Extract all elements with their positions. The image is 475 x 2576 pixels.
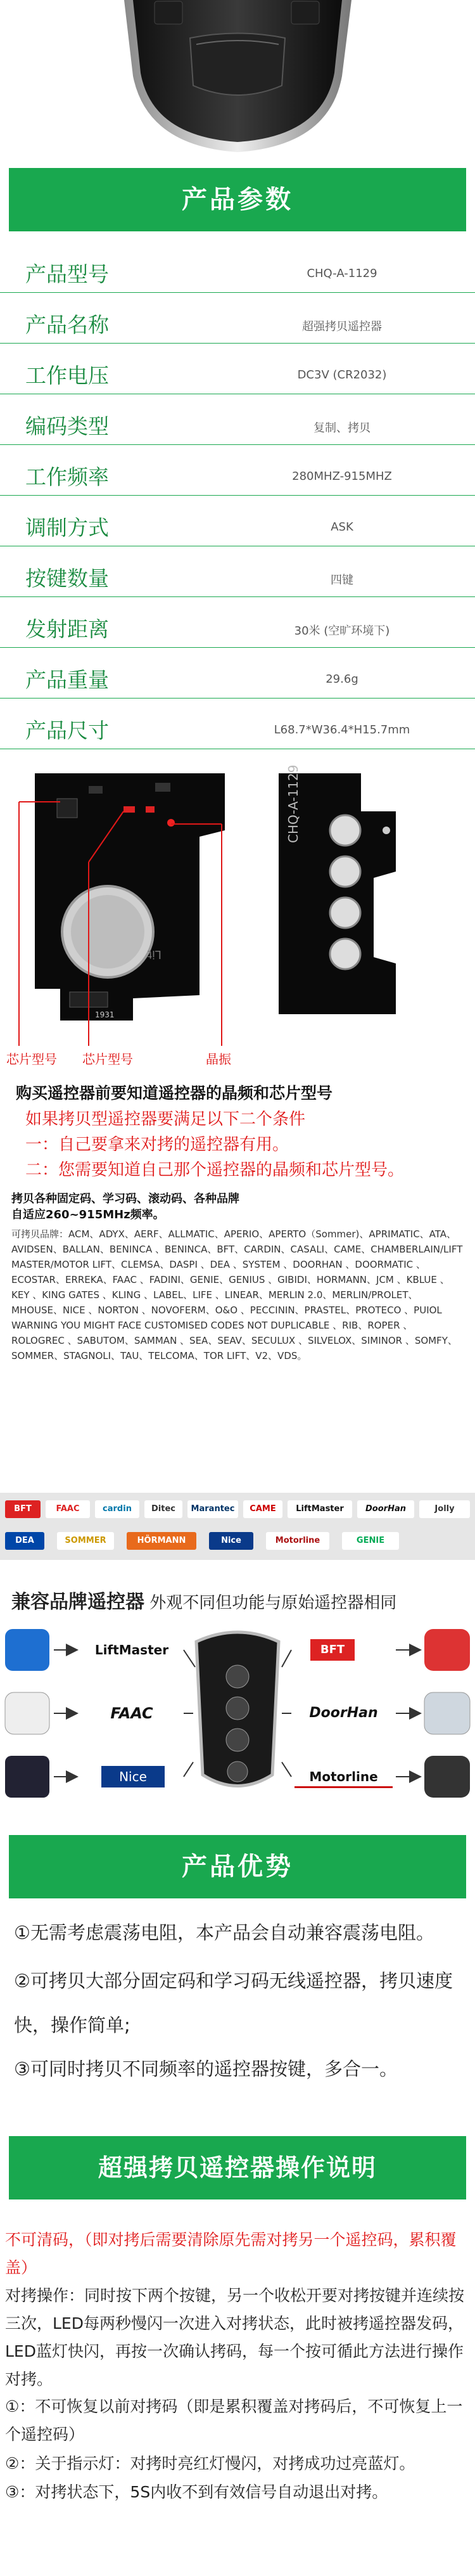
param-label: 调制方式	[25, 515, 109, 540]
chip-label-a: 芯片型号	[6, 1052, 57, 1067]
compat-title-rest: 外观不同但功能与原始遥控器相同	[144, 1594, 397, 1613]
param-value: DC3V (CR2032)	[297, 368, 387, 382]
param-row-weight	[0, 656, 475, 699]
operation-title: 超强拷贝遥控器操作说明	[98, 2154, 377, 2182]
param-row-model	[0, 250, 475, 293]
param-label: 工作频率	[25, 465, 109, 489]
compat-motorline: Motorline	[294, 1767, 393, 1788]
param-value: ASK	[331, 520, 353, 534]
brands-head1: 拷贝各种固定码、学习码、滚动码、各种品牌	[11, 1192, 239, 1206]
brands-list: ACM、ADYX、AERF、ALLMATIC、APERIO、APERTO（Sommer)、APRIMATIC、ATA、AVIDSEN、BALLAN、BENINCA 、BENINCA、BFT、CARDIN、CASALI、CAME、CHAMBERLAIN/LIFT MASTER/MOTOR LIFT、CLEMSA、DASPI 、DEA 、SYSTEM 、DOORHAN 、DOORMATIC 、ECOSTAR、ERREKA、FAAC 、FADINI、GENIE、GENIUS 、GIBIDI、HORMANN、JCM 、KBLUE 、KEY 、KING GATES 、KLING 、LABEL、LIFE 、LINEAR、MERLIN 2.0、MERLIN/PROLET、MHOUSE、NICE 、NORTON 、NOVOFERM、O&O 、PECCININ、PRASTEL、PROTECO 、PUIOL WARNING YOU MIGHT FACE CUSTOMISED CODES NOT DUPLICABLE 、RIB、ROPER 、ROLOGREC 、SABUTOM、SAMMAN 、SEA、SEAV、SECULUX 、SILVELOX、SIMINOR 、SOMFY、SOMMER、STAGNOLI、TAU、TELCOMA、TOR LIFT、V2、VDS。	[11, 1228, 463, 1362]
param-label: 发射距离	[25, 617, 109, 641]
param-value: L68.7*W36.4*H15.7mm	[274, 723, 410, 737]
compat-faac: FAAC	[110, 1704, 153, 1722]
battery-text: Lit	[147, 948, 162, 961]
brands-list-block	[11, 1227, 464, 1363]
param-row-keys	[0, 555, 475, 597]
params-banner	[0, 168, 475, 231]
logo-came: CAME	[243, 1500, 282, 1518]
pcb-silk-text: CHQ-A-1129	[286, 764, 301, 843]
instr-cond2: 二：您需要知道自己那个遥控器的晶频和芯片型号。	[25, 1161, 405, 1180]
logo-marantec: Marantec	[187, 1500, 238, 1518]
brands-list-prefix: 可拷贝品牌：	[11, 1228, 69, 1240]
key-fob-photo	[0, 0, 475, 168]
logo-faac: FAAC	[46, 1500, 90, 1518]
param-row-code-type	[0, 402, 475, 445]
param-row-name	[0, 301, 475, 344]
instr-cond1: 一：自己要拿来对拷的遥控器有用。	[25, 1135, 289, 1154]
logo-genie: GENIE	[342, 1532, 399, 1550]
param-value: 280MHZ-915MHZ	[292, 470, 392, 483]
param-label: 产品型号	[25, 262, 109, 287]
param-label: 产品重量	[25, 667, 109, 692]
operation-warning: 不可清码，（即对拷后需要清除原先需对拷另一个遥控码，累积覆盖）	[5, 2231, 457, 2277]
param-value: 30米 (空旷环境下)	[294, 624, 390, 638]
param-value: 四键	[331, 574, 353, 587]
crystal-label: 晶振	[206, 1052, 231, 1067]
advantages-title: 产品优势	[182, 1852, 293, 1881]
advantage-item-2: ②可拷贝大部分固定码和学习码无线遥控器，拷贝速度快，操作简单;	[14, 1970, 453, 2036]
advantage-item-3: ③可同时拷贝不同频率的遥控器按键，多合一。	[14, 2058, 398, 2080]
brands-head2: 自适应260~915MHz频率。	[11, 1208, 165, 1221]
compat-diagram	[0, 1616, 475, 1813]
param-row-modulation	[0, 504, 475, 546]
param-label: 按键数量	[25, 566, 109, 591]
hero-image	[0, 0, 475, 168]
param-value: 超强拷贝遥控器	[302, 320, 382, 333]
pcb-photo	[0, 748, 475, 1078]
instr-sub: 如果拷贝型遥控器要满足以下二个条件	[25, 1110, 306, 1129]
logo-dea: DEA	[5, 1532, 44, 1550]
logo-liftmaster: LiftMaster	[288, 1500, 352, 1518]
param-row-size	[0, 707, 475, 749]
logo-doorhan: DoorHan	[357, 1500, 414, 1518]
operation-note-1: ①：不可恢复以前对拷码（即是累积覆盖对拷码后，不可恢复上一个遥控码）	[5, 2397, 463, 2444]
param-row-range	[0, 605, 475, 648]
param-label: 产品尺寸	[25, 718, 109, 743]
param-row-voltage	[0, 352, 475, 394]
operation-note-3: ③：对拷状态下，5S内收不到有效信号自动退出对拷。	[5, 2483, 388, 2501]
logo-cardin: cardin	[95, 1500, 139, 1518]
compat-bft: BFT	[310, 1639, 355, 1661]
operation-banner	[0, 2136, 475, 2199]
param-label: 产品名称	[25, 312, 109, 337]
logo-nice: Nice	[209, 1532, 253, 1550]
param-label: 工作电压	[25, 363, 109, 388]
compat-title-bold: 兼容品牌遥控器	[11, 1591, 144, 1613]
operation-note-2: ②：关于指示灯：对拷时亮红灯慢闪，对拷成功过亮蓝灯。	[5, 2454, 415, 2473]
logo-bft: BFT	[5, 1500, 41, 1518]
logo-sommer: SOMMER	[57, 1532, 114, 1550]
advantages-banner	[0, 1835, 475, 1898]
advantage-item-1: ①无需考虑震荡电阻，本产品会自动兼容震荡电阻。	[14, 1922, 434, 1943]
chip-label-b: 芯片型号	[82, 1052, 133, 1067]
param-row-frequency	[0, 453, 475, 496]
compat-title	[11, 1586, 396, 1614]
pcb-illustration	[0, 748, 475, 1065]
instr-headline: 购买遥控器前要知道遥控器的晶频和芯片型号	[16, 1084, 333, 1102]
param-value: 29.6g	[326, 673, 358, 686]
logo-motorline: Motorline	[266, 1532, 329, 1550]
param-value: CHQ-A-1129	[307, 267, 377, 280]
brand-logo-band	[0, 1493, 475, 1560]
param-value: 复制、拷贝	[314, 422, 370, 435]
compat-doorhan: DoorHan	[309, 1705, 378, 1721]
params-title: 产品参数	[182, 185, 293, 214]
svg-text:1931: 1931	[95, 1010, 115, 1019]
logo-jolly: Jolly	[419, 1500, 470, 1518]
logo-hormann: HÖRMANN	[127, 1532, 196, 1550]
compat-nice: Nice	[101, 1766, 165, 1787]
operation-step: 对拷操作：同时按下两个按键，另一个收松开要对拷按键并连续按三次，LED每两秒慢闪一次进入对拷状态，此时被拷遥控器发码，LED蓝灯快闪，再按一次确认拷码，每一个按可循此方法进行操作对拷。	[5, 2286, 465, 2388]
logo-ditec: Ditec	[144, 1500, 182, 1518]
compat-liftmaster: LiftMaster	[94, 1642, 169, 1658]
compat-illustration	[0, 1616, 475, 1813]
param-label: 编码类型	[25, 414, 109, 439]
